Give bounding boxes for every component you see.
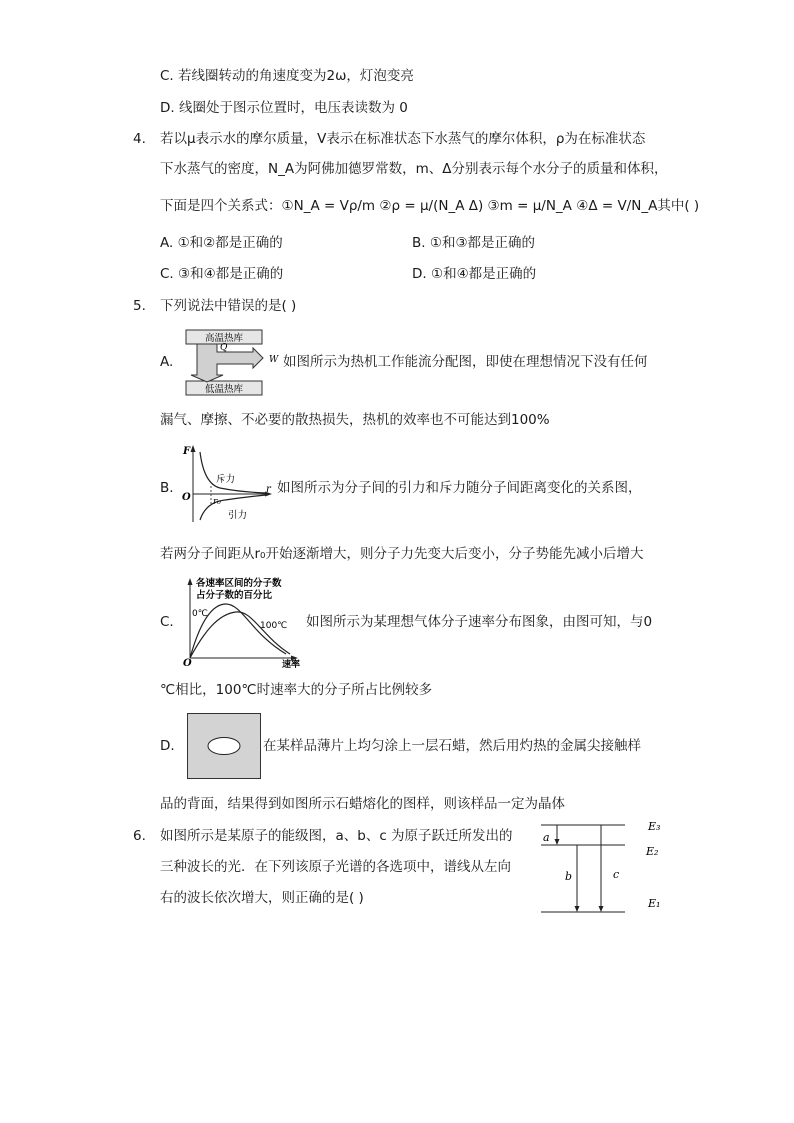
level-e2-label: E₂ xyxy=(646,845,659,858)
wax-melting-sample xyxy=(187,713,262,780)
q5-a-text-1: 如图所示为热机工作能流分配图，即使在理想情况下没有任何 xyxy=(283,354,648,370)
q3-option-d: D. 线圈处于图示位置时，电压表读数为 0 xyxy=(160,100,408,116)
x-axis-label: 速率 xyxy=(282,660,301,668)
q6-stem-line1: 如图所示是某原子的能级图，a、b、c 为原子跃迁所发出的 xyxy=(160,828,513,844)
q4-option-a: A. ①和②都是正确的 xyxy=(160,235,283,251)
transition-b-label: b xyxy=(565,870,573,883)
y-title-line2: 占分子数的百分比 xyxy=(196,590,273,601)
q6-number: 6. xyxy=(133,828,146,844)
q4-formula-3: ③m = μ/N_A xyxy=(487,198,572,214)
q4-suffix: 其中( ) xyxy=(657,198,700,214)
repulsion-label: 斥力 xyxy=(216,474,236,485)
curve-0c-label: 0℃ xyxy=(192,609,208,619)
q5-b-text-1: 如图所示为分子间的引力和斥力随分子间距离变化的关系图， xyxy=(277,480,642,496)
q4-option-d: D. ①和④都是正确的 xyxy=(412,266,537,282)
q4-number: 4. xyxy=(133,131,146,147)
q4-option-b: B. ①和③都是正确的 xyxy=(412,235,536,251)
q5-d-text-1: 在某样品薄片上均匀涂上一层石蜡，然后用灼热的金属尖接触样 xyxy=(263,738,641,754)
q4-stem-line3 xyxy=(160,197,699,215)
heat-engine-diagram xyxy=(183,328,283,396)
q4-option-c: C. ③和④都是正确的 xyxy=(160,266,284,282)
r0-label: r₀ xyxy=(213,497,221,507)
q5-d-text-2: 品的背面，结果得到如图所示石蜡熔化的图样，则该样品一定为晶体 xyxy=(160,796,565,812)
hot-reservoir-label: 高温热库 xyxy=(204,333,244,344)
attraction-label: 引力 xyxy=(228,510,248,521)
q5-b-label: B. xyxy=(160,480,174,496)
q5-c-label: C. xyxy=(160,614,174,630)
curve-100c-label: 100℃ xyxy=(260,621,288,631)
work-w-label: W xyxy=(269,355,279,365)
origin-label: O xyxy=(183,658,192,668)
transition-a-label: a xyxy=(543,831,550,844)
q4-stem-line2: 下水蒸气的密度，N_A为阿佛加德罗常数，m、Δ分别表示每个水分子的质量和体积， xyxy=(160,161,668,177)
q4-stem-line1: 若以μ表示水的摩尔质量，V表示在标准状态下水蒸气的摩尔体积，ρ为在标准状态 xyxy=(160,131,646,147)
q3-option-c: C. 若线圈转动的角速度变为2ω，灯泡变亮 xyxy=(160,68,414,84)
y-title-line1: 各速率区间的分子数 xyxy=(196,578,282,589)
q5-a-label: A. xyxy=(160,354,174,370)
q5-c-text-2: ℃相比，100℃时速率大的分子所占比例较多 xyxy=(160,682,433,698)
q5-a-text-2: 漏气、摩擦、不必要的散热损失，热机的效率也不可能达到100% xyxy=(160,412,550,428)
q4-formula-1: ①N_A = Vρ/m xyxy=(281,198,376,214)
axis-r-label: r xyxy=(266,484,271,495)
q5-c-text-1: 如图所示为某理想气体分子速率分布图象，由图可知，与0 xyxy=(306,614,653,630)
q6-stem-line3: 右的波长依次增大，则正确的是( ) xyxy=(160,890,364,906)
cold-reservoir-label: 低温热库 xyxy=(204,384,244,395)
level-e1-label: E₁ xyxy=(648,897,661,910)
q5-number: 5. xyxy=(133,298,146,314)
heat-q-label: Q xyxy=(220,343,228,353)
level-e3-label: E₃ xyxy=(648,820,661,833)
origin-label: O xyxy=(182,492,191,503)
transition-c-label: c xyxy=(613,868,620,881)
q5-stem: 下列说法中错误的是( ) xyxy=(160,298,297,314)
molecular-force-graph xyxy=(180,442,276,528)
speed-distribution-graph xyxy=(182,574,306,668)
q5-b-text-2: 若两分子间距从r₀开始逐渐增大，则分子力先变大后变小，分子势能先减小后增大 xyxy=(160,546,644,562)
axis-f-label: F xyxy=(183,446,191,457)
q4-prefix: 下面是四个关系式： xyxy=(160,198,282,214)
q6-stem-line2: 三种波长的光．在下列该原子光谱的各选项中，谱线从左向 xyxy=(160,859,511,875)
q4-formula-4: ④Δ = V/N_A xyxy=(576,198,658,214)
q5-d-label: D. xyxy=(160,738,175,754)
energy-level-diagram xyxy=(535,815,670,920)
q4-formula-2: ②ρ = μ/(N_A Δ) xyxy=(379,198,484,214)
